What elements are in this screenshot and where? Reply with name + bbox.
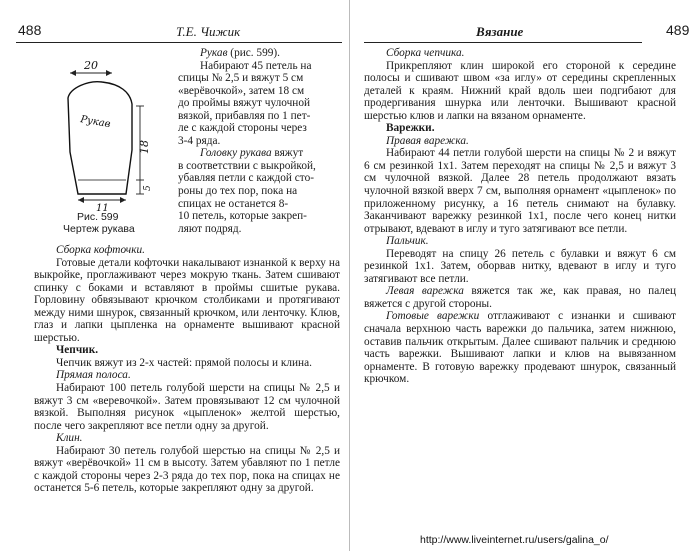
sleeve-line: роны до тех пор, пока на [178,185,298,198]
figure-caption-title: Чертеж рукава [63,223,135,235]
sleeve-line: убавляя петли с каждой сто- [178,172,314,185]
source-url: http://www.liveinternet.ru/users/galina_o/ [420,534,609,546]
sleeve-title: Рукав [200,47,228,59]
right-mitten-title: Правая варежка. [386,134,469,147]
bonnet-assembly-text: Прикрепляют клин широкой его стороной к середине полосы и сшивают швом «за иглу» от середины скрепленных деталей к краям. Нижний край вдоль шеи подгибают для продергивания шнурка или ленточки. Вышивают красной шерстью клюв и лапки на вязаном орнаменте. [364,59,676,122]
finger-text: Переводят на спицу 26 петель с булавки и вяжут 6 см резинкой 1х1. Затем, оборвав нитку, вдевают в иглу и туго затягивают все петли. [364,247,676,285]
sleeve-head-rest: вяжут [271,147,304,160]
sleeve-pattern-figure [40,52,165,212]
header-rule-left [16,42,342,43]
sleeve-line: Набирают 45 петель на [200,59,312,72]
page-number-left: 488 [18,22,42,38]
page-header-left: Т.Е. Чижик [176,24,241,39]
ready-mittens-text: отглаживают с изнанки и сшивают сначала верхнюю часть варежки до пальчика, затем нижнюю, оставив пальчик открытым. Далее сшивают пальчик и среднюю часть варежки. Вышивают лапки и клюв на вывязанном орнаменте. В готовую варежку продевают шнурок, связанный крючком. [364,310,676,386]
right-body [364,47,676,386]
sleeve-line: 10 петель, которые закреп- [178,210,307,223]
assembly-title: Сборка кофточки. [56,244,145,256]
figure-label-inside: Рукав [79,114,112,131]
sleeve-line: ляют подряд. [178,222,242,235]
mittens-title: Варежки. [386,122,435,135]
figure-label-small: 5 [143,185,153,191]
sleeve-line: ле с каждой стороны через [178,122,307,135]
wedge-text: Набирают 30 петель голубой шерстью на спицы № 2,5 и вяжут «верёвочкой» 11 см в высоту. Затем убавляют по 1 петле с каждой стороны через 2-3 ряда до тех пор, пока на спицах не останется 5-6 петель, которые закрепляют одну за другой. [34,444,340,495]
sleeve-title-rest: (рис. 599). [227,47,280,59]
figure-caption-number: Рис. 599 [77,211,119,223]
figure-label-bottom: 11 [96,203,109,212]
right-mitten-text: Набирают 44 петли голубой шерсти на спицы № 2 и вяжут 6 см резинкой 1х1. Затем переходят на спицы № 2,5 и вяжут 3 см чулочной вязкой. Далее 28 петель продолжают вязать чулочной вязкой вверх 7 см, выполняя орнамент «цыпленок» по приложенному рисунку, а 16 петель снимают на булавку. Заканчивают варежку резинкой 1х1, после чего конец нитки отрывают, вдевают в иглу и туго затягивают все петли. [364,147,676,235]
figure-label-mid: 18 [138,140,151,154]
left-mitten-text: вяжется так же, как правая, но палец вяжется с другой стороны. [364,285,677,310]
right-page [350,0,699,551]
sleeve-line: вязкой, прибавляя по 1 пет- [178,109,311,122]
sleeve-line: в соответствии с выкройкой, [178,159,316,172]
ready-mittens-title: Готовые варежки [386,310,480,323]
bonnet-assembly-title: Сборка чепчика. [386,47,465,59]
sleeve-line: «верёвочкой», затем 18 см [178,84,305,97]
sleeve-head-title: Головку рукава [200,147,272,160]
page-number-right: 489 [666,22,690,38]
left-body [34,244,340,495]
finger-title: Пальчик. [386,235,429,248]
header-rule-right [364,42,642,43]
bonnet-text: Чепчик вяжут из 2-х частей: прямой полосы и клина. [56,356,312,369]
sleeve-line: до проймы вяжут чулочной [178,97,311,110]
left-mitten-title: Левая варежка [386,285,464,298]
page-header-right: Вязание [476,24,524,39]
sleeve-line: спицы № 2,5 и вяжут 5 см [178,72,304,85]
sleeve-line: 3-4 ряда. [178,134,221,147]
strip-text: Набирают 100 петель голубой шерсти на спицы № 2,5 и вяжут 3 см «веревочкой». Затем провязывают 12 см чулочной вязкой. Выполняя рисунок «цыпленок» желтой шерстью, после чего закрепляют все петли одну за другой. [34,382,340,432]
figure-label-top: 20 [84,59,98,72]
bonnet-title: Чепчик. [56,344,99,357]
strip-title: Прямая полоса. [56,369,131,382]
assembly-text: Готовые детали кофточки накалывают изнанкой к верху на выкройке, проглаживают через мокрую ткань. Затем сшивают спинку с боками и вставляют в проймы сшитые рукава. Горловину обвязывают крючком столбиками и протягивают между ними шнурок, связанный крючком, или ленточку. Клюв, глаз и лапки цыпленка на орнаменте вышивают красной шерстью. [34,256,340,344]
sleeve-line: спицах не останется 8- [178,197,289,210]
figure-caption [63,211,135,235]
sleeve-section [178,47,342,235]
wedge-title: Клин. [56,432,83,445]
